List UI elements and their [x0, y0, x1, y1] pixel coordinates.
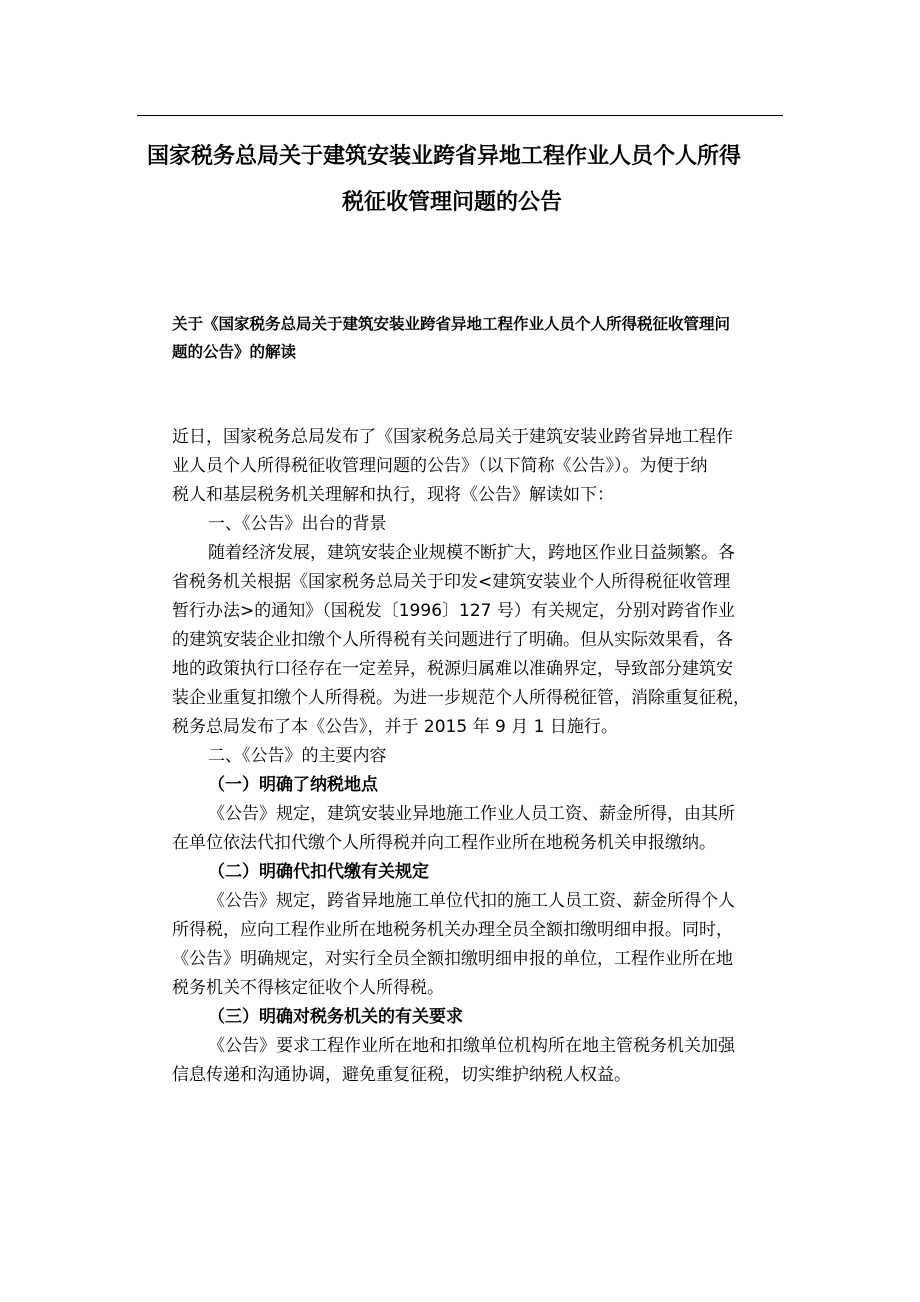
subsection-1-line: 《公告》规定，建筑安装业异地施工作业人员工资、薪金所得，由其所: [208, 804, 735, 824]
section-1-line: 税务总局发布了本《公告》，并于 2015 年 9 月 1 日施行。: [172, 717, 618, 737]
intro-line: 税人和基层税务机关理解和执行，现将《公告》解读如下：: [172, 485, 614, 505]
interpretation-heading-line-1: 关于《国家税务总局关于建筑安装业跨省异地工程作业人员个人所得税征收管理问: [172, 315, 731, 333]
subsection-1-heading: （一）明确了纳税地点: [208, 775, 378, 795]
section-1-line: 省税务机关根据《国家税务总局关于印发<建筑安装业个人所得税征收管理: [172, 572, 731, 592]
subsection-2-heading: （二）明确代扣代缴有关规定: [208, 862, 429, 882]
header-rule: [137, 115, 783, 116]
subsection-2-line: 《公告》明确规定，对实行全员全额扣缴明细申报的单位，工程作业所在地: [172, 949, 733, 969]
document-body: [172, 423, 784, 1090]
section-1-line: 地的政策执行口径存在一定差异，税源归属难以准确界定，导致部分建筑安: [172, 659, 733, 679]
section-1-line: 的建筑安装企业扣缴个人所得税有关问题进行了明确。但从实际效果看，各: [172, 630, 733, 650]
document-title-line-2: 税征收管理问题的公告: [342, 190, 563, 215]
document-title-line-1: 国家税务总局关于建筑安装业跨省异地工程作业人员个人所得: [147, 144, 742, 169]
section-1-line: 随着经济发展，建筑安装企业规模不断扩大，跨地区作业日益频繁。各: [208, 543, 735, 563]
subsection-1-line: 在单位依法代扣代缴个人所得税并向工程作业所在地税务机关申报缴纳。: [172, 833, 716, 853]
subsection-3-line: 《公告》要求工程作业所在地和扣缴单位机构所在地主管税务机关加强: [208, 1036, 735, 1056]
interpretation-heading: [172, 310, 784, 366]
subsection-2-line: 所得税，应向工程作业所在地税务机关办理全员全额扣缴明细申报。同时，: [172, 920, 733, 940]
section-1-heading: 一、《公告》出台的背景: [208, 514, 387, 534]
subsection-3-line: 信息传递和沟通协调，避免重复征税，切实维护纳税人权益。: [172, 1065, 631, 1085]
intro-line: 近日，国家税务总局发布了《国家税务总局关于建筑安装业跨省异地工程作: [172, 427, 733, 447]
subsection-2-line: 《公告》规定，跨省异地施工单位代扣的施工人员工资、薪金所得个人: [208, 891, 735, 911]
interpretation-heading-line-2: 题的公告》的解读: [172, 343, 297, 361]
intro-line: 业人员个人所得税征收管理问题的公告》（以下简称《公告》）。为便于纳: [172, 456, 708, 476]
subsection-3-heading: （三）明确对税务机关的有关要求: [208, 1007, 463, 1027]
section-2-heading: 二、《公告》的主要内容: [208, 746, 387, 766]
section-1-line: 暂行办法>的通知》（国税发〔1996〕127 号）有关规定，分别对跨省作业: [172, 601, 735, 621]
subsection-2-line: 税务机关不得核定征收个人所得税。: [172, 978, 444, 998]
section-1-line: 装企业重复扣缴个人所得税。为进一步规范个人所得税征管，消除重复征税，: [172, 688, 750, 708]
